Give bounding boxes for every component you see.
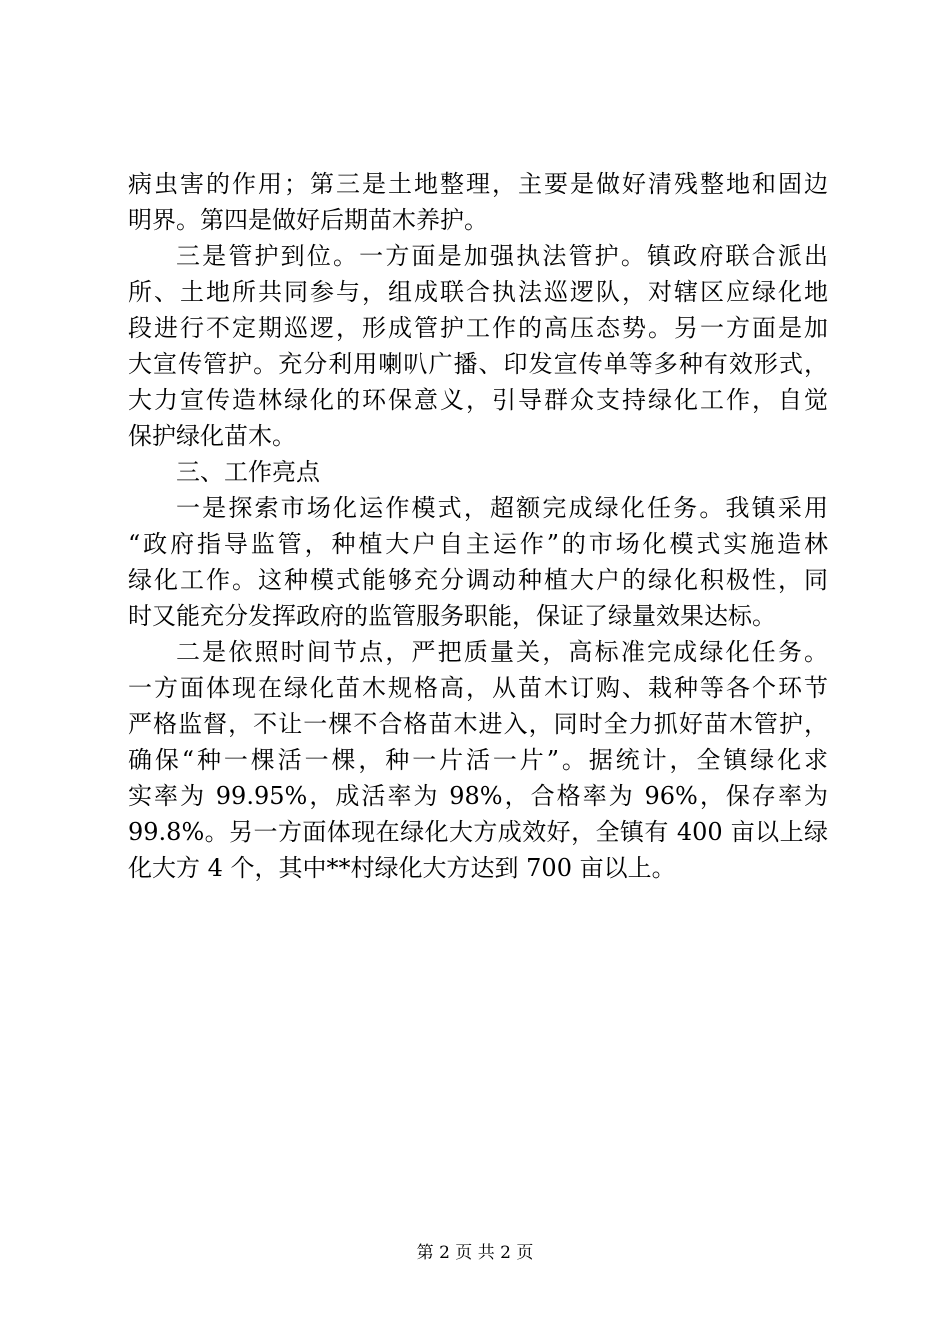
- text-line: 99.8%。另一方面体现在绿化大方成效好，全镇有 400 亩以上绿: [128, 818, 828, 846]
- text-line: 确保“种一棵活一棵，种一片活一片”。据统计，全镇绿化求: [128, 746, 828, 774]
- text-line: 大宣传管护。充分利用喇叭广播、印发宣传单等多种有效形式，: [128, 350, 828, 378]
- text-line: 段进行不定期巡逻，形成管护工作的高压态势。另一方面是加: [128, 314, 828, 342]
- paragraph-start-line: 二是依照时间节点，严把质量关，高标准完成绿化任务。: [176, 638, 828, 666]
- page-number-footer: 第 2 页 共 2 页: [416, 1243, 534, 1263]
- text-line: 化大方 4 个，其中**村绿化大方达到 700 亩以上。: [128, 854, 676, 882]
- text-line: 绿化工作。这种模式能够充分调动种植大户的绿化积极性，同: [128, 566, 828, 594]
- text-line: 时又能充分发挥政府的监管服务职能，保证了绿量效果达标。: [128, 602, 776, 630]
- section-heading: 三、工作亮点: [176, 458, 320, 486]
- text-line: 所、土地所共同参与，组成联合执法巡逻队，对辖区应绿化地: [128, 278, 828, 306]
- text-line: “政府指导监管，种植大户自主运作”的市场化模式实施造林: [128, 530, 828, 558]
- paragraph-start-line: 一是探索市场化运作模式，超额完成绿化任务。我镇采用: [176, 494, 828, 522]
- text-line: 严格监督，不让一棵不合格苗木进入，同时全力抓好苗木管护，: [128, 710, 828, 738]
- text-line: 保护绿化苗木。: [128, 422, 296, 450]
- paragraph-start-line: 三是管护到位。一方面是加强执法管护。镇政府联合派出: [176, 242, 828, 270]
- text-line: 明界。第四是做好后期苗木养护。: [128, 206, 488, 234]
- text-line: 一方面体现在绿化苗木规格高，从苗木订购、栽种等各个环节: [128, 674, 828, 702]
- text-line: 病虫害的作用；第三是土地整理，主要是做好清残整地和固边: [128, 170, 828, 198]
- text-line: 实率为 99.95%，成活率为 98%，合格率为 96%，保存率为: [128, 782, 828, 810]
- body-text: [128, 166, 828, 886]
- text-line: 大力宣传造林绿化的环保意义，引导群众支持绿化工作，自觉: [128, 386, 828, 414]
